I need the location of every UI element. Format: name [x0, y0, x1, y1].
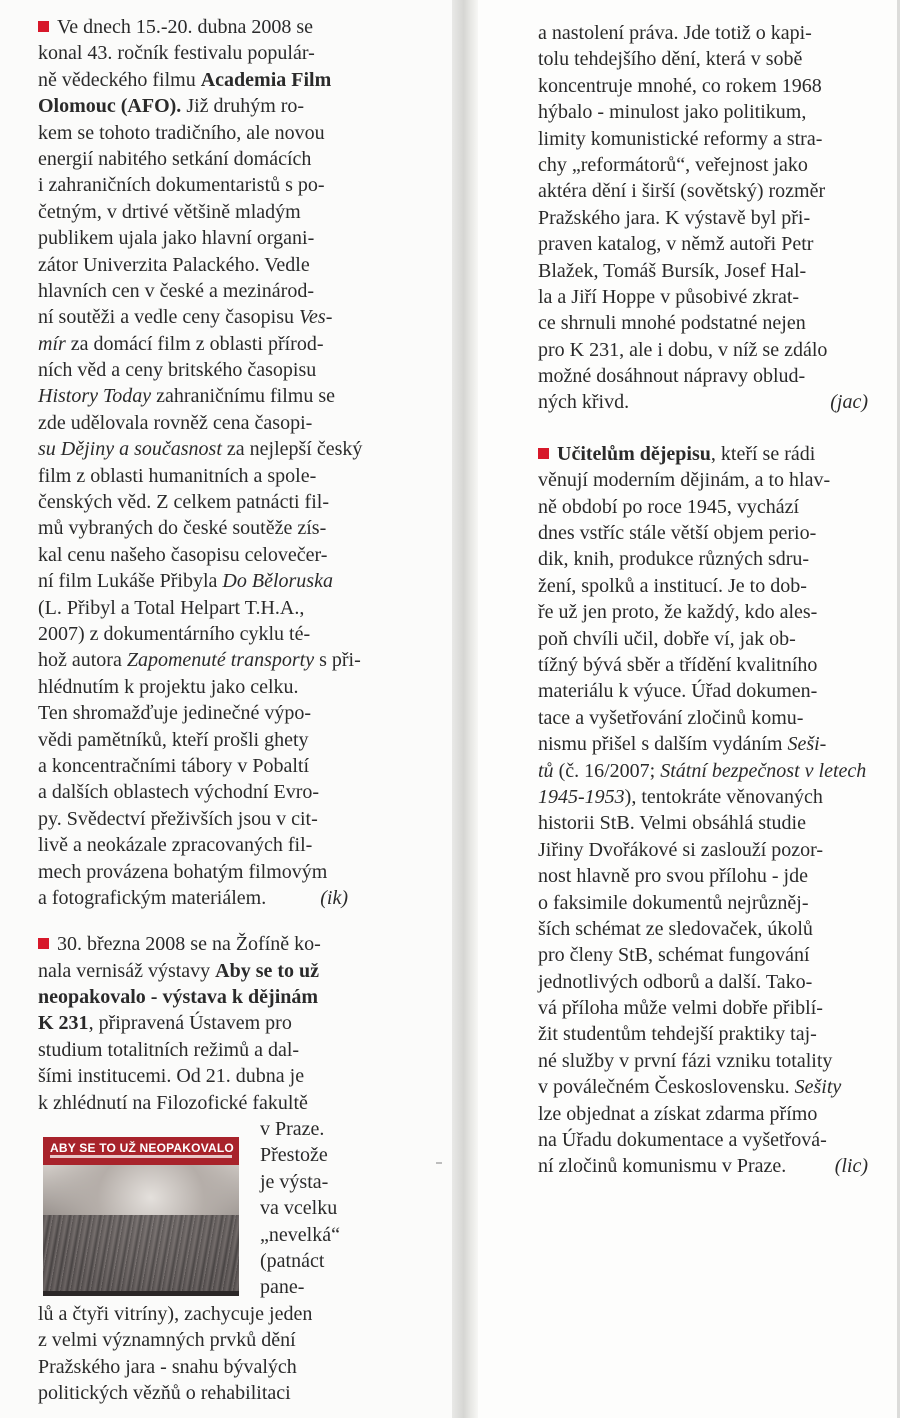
text-line: jednotlivých odborů a další. Tako-	[538, 970, 813, 993]
text-line: s při-	[319, 649, 361, 672]
cover-title: ABY SE TO UŽ NEOPAKOVALO	[50, 1141, 234, 1155]
text-line: Ten shromažďuje jedinečné výpo-	[38, 702, 312, 725]
page-mark	[436, 1162, 442, 1164]
red-bullet-icon	[538, 448, 549, 459]
text-line: za domácí film z oblasti přírod-	[70, 332, 324, 355]
text-line: lze objednat a získat zdarma přímo	[538, 1102, 818, 1125]
text-line: poň chvíli učil, dobře ví, jak ob-	[538, 627, 796, 650]
text-line: Přestože	[260, 1144, 328, 1167]
text-line: limity komunistické reformy a stra-	[538, 127, 823, 150]
text-line: Již druhým ro-	[186, 95, 305, 118]
text-line: šími institucemi. Od 21. dubna je	[38, 1065, 305, 1088]
text-line: hýbalo - minulost jako politikum,	[538, 101, 807, 124]
text-line: nala vernisáž výstavy	[38, 959, 211, 982]
text-line: i zahraničních dokumentaristů s po-	[38, 174, 325, 197]
italic-title: Státní bezpečnost v letech	[660, 759, 867, 782]
text-line: praven katalog, v němž autoři Petr	[538, 233, 814, 256]
text-line: věnují moderním dějinám, a to hlav-	[538, 469, 831, 492]
text-line: ních věd a ceny britského časopisu	[38, 359, 317, 382]
text-line: a nastolení práva. Jde totiž o kapi-	[538, 22, 812, 44]
text-line: ných křivd.	[538, 391, 630, 414]
text-line: (č. 16/2007;	[558, 759, 656, 782]
italic-title: Zapomenuté transporty	[126, 649, 315, 672]
text-line: ně vědeckého filmu	[38, 68, 196, 91]
text-line: na Úřadu dokumentace a vyšetřová-	[538, 1129, 827, 1152]
text-line: ce shrnuli mnohé podstatné nejen	[538, 312, 806, 335]
text-line: žení, spolků a institucí. Je to dob-	[538, 574, 807, 597]
right-column	[538, 20, 868, 1180]
text-line: la a Jiří Hoppe v působivé zkrat-	[538, 285, 800, 308]
text-line: o faksimile dokumentů nejrůzněj-	[538, 891, 809, 914]
text-line: né služby v první fázi vzniku totality	[538, 1049, 833, 1072]
text-line: 30. března 2008 se na Žofíně ko-	[57, 933, 321, 956]
text-line: mech provázena bohatým filmovým	[38, 860, 328, 883]
text-line: va vcelku	[260, 1197, 338, 1220]
italic-title: Seši-	[787, 733, 827, 756]
text-line: a fotografickým materiálem.	[38, 886, 267, 909]
text-line: žit studentům tehdejší praktiky taj-	[538, 1023, 817, 1046]
text-line: materiálu k výuce. Úřad dokumen-	[538, 680, 818, 703]
author-signature: (ik)	[320, 886, 348, 909]
text-line: , kteří se rádi	[710, 442, 816, 465]
text-line: tolu tehdejšího dění, která v sobě	[538, 48, 803, 71]
text-line: energií nabitého setkání domácích	[38, 147, 312, 170]
text-line: lů a čtyři vitríny), zachycuje jeden	[38, 1302, 313, 1325]
cover-crowd	[43, 1215, 239, 1296]
text-line: kal cenu našeho časopisu celovečer-	[38, 543, 328, 566]
text-line: pane-	[260, 1276, 305, 1299]
text-line: film z oblasti humanitních a spole-	[38, 464, 317, 487]
text-line: zátor Univerzita Palackého. Vedle	[38, 253, 310, 276]
text-line: ), tentokráte věnovaných	[624, 785, 823, 808]
text-line: koncentruje mnohé, co rokem 1968	[538, 74, 822, 97]
text-line: politických vězňů o rehabilitaci	[38, 1381, 291, 1404]
cover-bottom-strip	[43, 1291, 239, 1296]
bold-title: Aby se to už	[215, 959, 320, 982]
article-teachers	[538, 441, 868, 1180]
text-line: (patnáct	[260, 1249, 325, 1272]
text-line: zahraničnímu filmu se	[156, 385, 335, 408]
text-line: z velmi významných prvků dění	[38, 1329, 296, 1352]
bold-title: Academia Film	[200, 68, 332, 91]
text-line: tížný bývá sběr a třídění kvalitního	[538, 653, 818, 676]
text-line: zde udělovala rovněž cena časopi-	[38, 411, 313, 434]
text-line: (L. Přibyl a Total Helpart T.H.A.,	[38, 596, 305, 619]
text-line: čenských věd. Z celkem patnácti fil-	[38, 491, 329, 514]
bold-title: neopakovalo - výstava k dějinám	[38, 986, 319, 1009]
text-line: hož autora	[38, 649, 122, 672]
text-line: publikem ujala jako hlavní organi-	[38, 227, 315, 250]
bold-title: Olomouc (AFO).	[38, 95, 182, 118]
text-line: 2007) z dokumentárního cyklu té-	[38, 622, 311, 645]
text-line: ně období po roce 1945, vychází	[538, 495, 800, 518]
italic-title: tů	[538, 759, 554, 782]
text-line: Pražského jara - snahu bývalých	[38, 1355, 297, 1378]
text-line: ších schémat ze sledovaček, úkolů	[538, 917, 813, 940]
author-signature: (lic)	[834, 1155, 868, 1178]
text-line: Jiřiny Dvořákové si zaslouží pozor-	[538, 838, 824, 861]
text-line: v Praze.	[260, 1118, 325, 1141]
text-line: k zhlédnutí na Filozofické fakultě	[38, 1091, 308, 1114]
text-line: livě a neokázale zpracovaných fil-	[38, 834, 313, 857]
book-gutter	[452, 0, 478, 1418]
italic-title: Do Běloruska	[222, 570, 333, 593]
italic-title: mír	[38, 332, 66, 355]
text-line: ní zločinů komunismu v Praze.	[538, 1155, 787, 1178]
text-line: pro K 231, ale i dobu, v níž se zdálo	[538, 338, 828, 361]
text-line: pro členy StB, schémat fungování	[538, 944, 810, 967]
text-line: Blažek, Tomáš Bursík, Josef Hal-	[538, 259, 807, 282]
text-line: dnes vstříc stále větší objem perio-	[538, 522, 817, 545]
italic-title: su Dějiny a současnost	[38, 438, 222, 461]
text-line: historii StB. Velmi obsáhlá studie	[538, 812, 806, 835]
catalog-cover-image	[43, 1137, 239, 1296]
red-bullet-icon	[38, 21, 49, 32]
text-line: vá příloha může velmi dobře přiblí-	[538, 997, 823, 1020]
text-line: je výsta-	[260, 1170, 329, 1193]
text-line: dik, knih, produkce různých sdru-	[538, 548, 810, 571]
article-k231-continued	[538, 20, 868, 416]
text-line: aktéra dění i širší (sovětský) rozměr	[538, 180, 826, 203]
text-line: vědi pamětníků, kteří prošli ghety	[38, 728, 309, 751]
text-line: Pražského jara. K výstavě byl při-	[538, 206, 811, 229]
red-bullet-icon	[38, 938, 49, 949]
italic-title: Ves-	[299, 306, 333, 329]
italic-title: Sešity	[794, 1076, 842, 1099]
text-line: ní soutěži a vedle ceny časopisu	[38, 306, 295, 329]
bold-title: Učitelům dějepisu	[557, 442, 711, 465]
article-afo	[38, 14, 363, 911]
text-line: četným, v drtivé většině mladým	[38, 200, 301, 223]
text-line: „nevelká“	[260, 1223, 340, 1246]
bold-title: K 231	[38, 1012, 89, 1035]
text-line: nismu přišel s dalším vydáním	[538, 733, 783, 756]
text-line: ře už jen proto, že každý, kdo ales-	[538, 601, 818, 624]
text-line: v poválečném Československu.	[538, 1076, 790, 1099]
italic-title: 1945-1953	[538, 785, 625, 808]
text-line: kem se tohoto tradičního, ale novou	[38, 121, 325, 144]
text-line: tace a vyšetřování zločinů komu-	[538, 706, 804, 729]
text-line: py. Svědectví přeživších jsou v cit-	[38, 807, 318, 830]
text-line: možné dosáhnout nápravy oblud-	[538, 365, 806, 388]
text-line: chy „reformátorů“, veřejnost jako	[538, 153, 808, 176]
text-line: ní film Lukáše Přibyla	[38, 570, 218, 593]
text-line: Ve dnech 15.-20. dubna 2008 se	[57, 16, 314, 38]
text-line: studium totalitních režimů a dal-	[38, 1038, 300, 1061]
text-line: konal 43. ročník festivalu populár-	[38, 42, 315, 65]
text-line: , připravená Ústavem pro	[88, 1012, 292, 1035]
text-line: nost hlavně pro svou přílohu - jde	[538, 865, 808, 888]
text-line: a koncentračními tábory v Pobaltí	[38, 754, 310, 777]
text-line: za nejlepší český	[226, 438, 363, 461]
text-line: hlavních cen v české a mezinárod-	[38, 279, 314, 302]
text-line: a dalších oblastech východní Evro-	[38, 781, 320, 804]
text-line: hlédnutím k projektu jako celku.	[38, 675, 299, 698]
author-signature: (jac)	[830, 391, 868, 414]
text-line: mů vybraných do české soutěže zís-	[38, 517, 327, 540]
italic-title: History Today	[38, 385, 152, 408]
cover-subtitle-line	[50, 1155, 232, 1158]
